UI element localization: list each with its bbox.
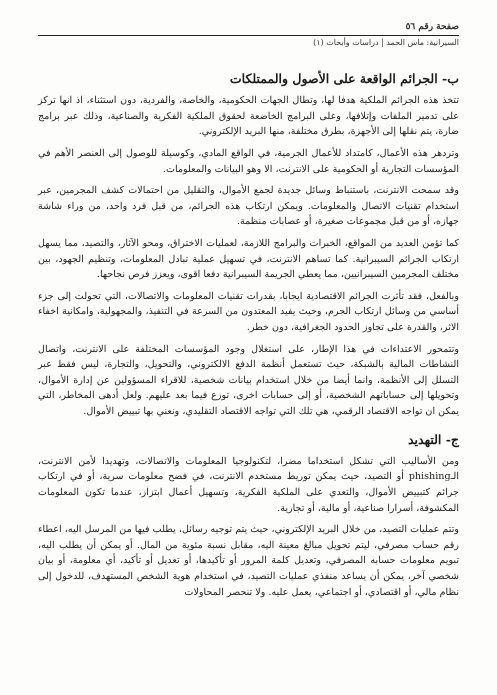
- running-title: السيرانية: ماس الحمد | دراسات وأبحاث (١): [313, 38, 459, 47]
- paragraph: تتخذ هذه الجرائم الملكية هدفا لها، وتطال الجهات الحكومية، والخاصة، والفردية، دون استثناء، اذ انها تركز على تدمير الملفات وإتلافها، وعلى البرامج الخاضعة لحقوق الملكية الفكرية والصناعية، وذلك عبر برامج ضارة، يتم نقلها إلى الأجهزة، بطرق مختلفة، منها البريد الإلكتروني.: [38, 95, 459, 138]
- paragraph: وتتمحور الاعتداءات في هذا الإطار، على استغلال وجود المؤسسات المختلفة على الانترنت، واتصال النشاطات المالية بالشبكة، حيث تستعمل أنظمة الدفع الالكتروني، والتحويل، والتجارة، ليس فقط عبر التسلل إلى الأنظمة، وانما أيضا من خلال استخدام بيانات شخصية، للاقراء المسؤولين عن إدارة الأموال، وتحويلها إلى حساباتهم الشخصية، أو إلى حسابات اخرى، توزع فيما بعد عليهم. ولعل أدهى المخاطر، التي يمكن ان تواجه الاقتصاد الرقمي، هي تلك التي تواجه الاقتصاد التقليدي، ونعني بها تبييض الأموال.: [38, 343, 459, 417]
- header-rule: [38, 35, 459, 36]
- section-title-threat: ج- التهديد: [407, 431, 459, 447]
- paragraph: وتتم عمليات التصيد، من خلال البريد الإلكتروني، حيث يتم توجيه رسائل، يطلب فيها من المرسل اليه، اعطاء رقم حساب مصرفي، ليتم تحويل مبالغ معينة اليه، مقابل نسبة مئوية من المال. أو يمكن أن يطلب اليه، تبويم معلومات حسابه المصرفي، وتعديل كلمة المرور أو تأكيدها، أو تعديل أو تأكيد، أي معلومة، أو بيان شخصي آخر، يمكن أن يساعد منفذي عمليات التصيد، في استخدام هوية الشخص المستهدف، للدخول إلى نظام مالي، أو اقتصادي، أو اجتماعي، يعمل عليه. ولا تنحصر المحاولات: [38, 524, 459, 598]
- running-header: [38, 22, 459, 32]
- paragraph: كما تؤمن العديد من المواقع، الخبرات والبرامج اللازمة، لعمليات الاختراق، ومحو الآثار، والتصيد، مما يسهل ارتكاب الجرائم السيبرانية. كما تساهم الانترنت، في تسهيل عملية تبادل المعلومات، وتنظيم الجهود، بين مختلف المجرمين السيبرانيين، مما يعطي الجريمة السيبرانية دفعا اقوى، ويعزز فرص نجاحها.: [38, 238, 459, 281]
- section-title-assets-crimes: ب- الجرائم الواقعة على الأصول والممتلكات: [229, 71, 459, 86]
- page-number: صفحة رقم ٥٦: [405, 22, 459, 32]
- paragraph: وقد سمحت الانترنت، باستنباط وسائل جديدة لجمع الأموال، والتقليل من احتمالات كشف المجرمين، عبر استخدام تقنيات الاتصال والمعلومات. ويمكن ارتكاب هذه الجرائم، من قبل فرد واحد، من وراء شاشة جهازه، أو من قبل مجموعات صغيرة، أو عصابات منظمة.: [38, 185, 459, 228]
- paragraph: ومن الأساليب التي تشكل استخداما مضرا، لتكنولوجيا المعلومات والاتصالات، وتهديدا لأمن الانترنت، الـphishing أو التصيد، حيث يمكن توريط مستخدم الانترنت، في فضح معلومات سرية، أو في ارتكاب جرائم كتبييض الأموال، والتعدي على الملكية الفكرية، وتسهيل أعمال ابتزاز، عندما تكون المعلومات المكشوفة، أسرارا صناعية، أو مالية، أو تجارية.: [38, 455, 459, 514]
- paragraph: وتردهر هذه الأعمال، كامتداد للأعمال الجرمية، في الواقع المادي، وكوسيلة للوصول إلى العنصر الأهم في المؤسسات التجارية أو الحكومية على الانترنت، الا وهو البيانات والمعلومات.: [38, 148, 459, 175]
- paragraph: وبالفعل، فقد تأثرت الجرائم الاقتصادية ايجابا، بقدرات تقنيات المعلومات والاتصالات، التي تحولت إلى جزء أساسي من وسائل ارتكاب الجرم، وحيث يفيد المعتدون من السرعة في التنفيذ، والمجهولية، وامكانية اخفاء الاثر، والقدرة على تجاوز الحدود الجغرافية، دون خطر.: [38, 290, 459, 333]
